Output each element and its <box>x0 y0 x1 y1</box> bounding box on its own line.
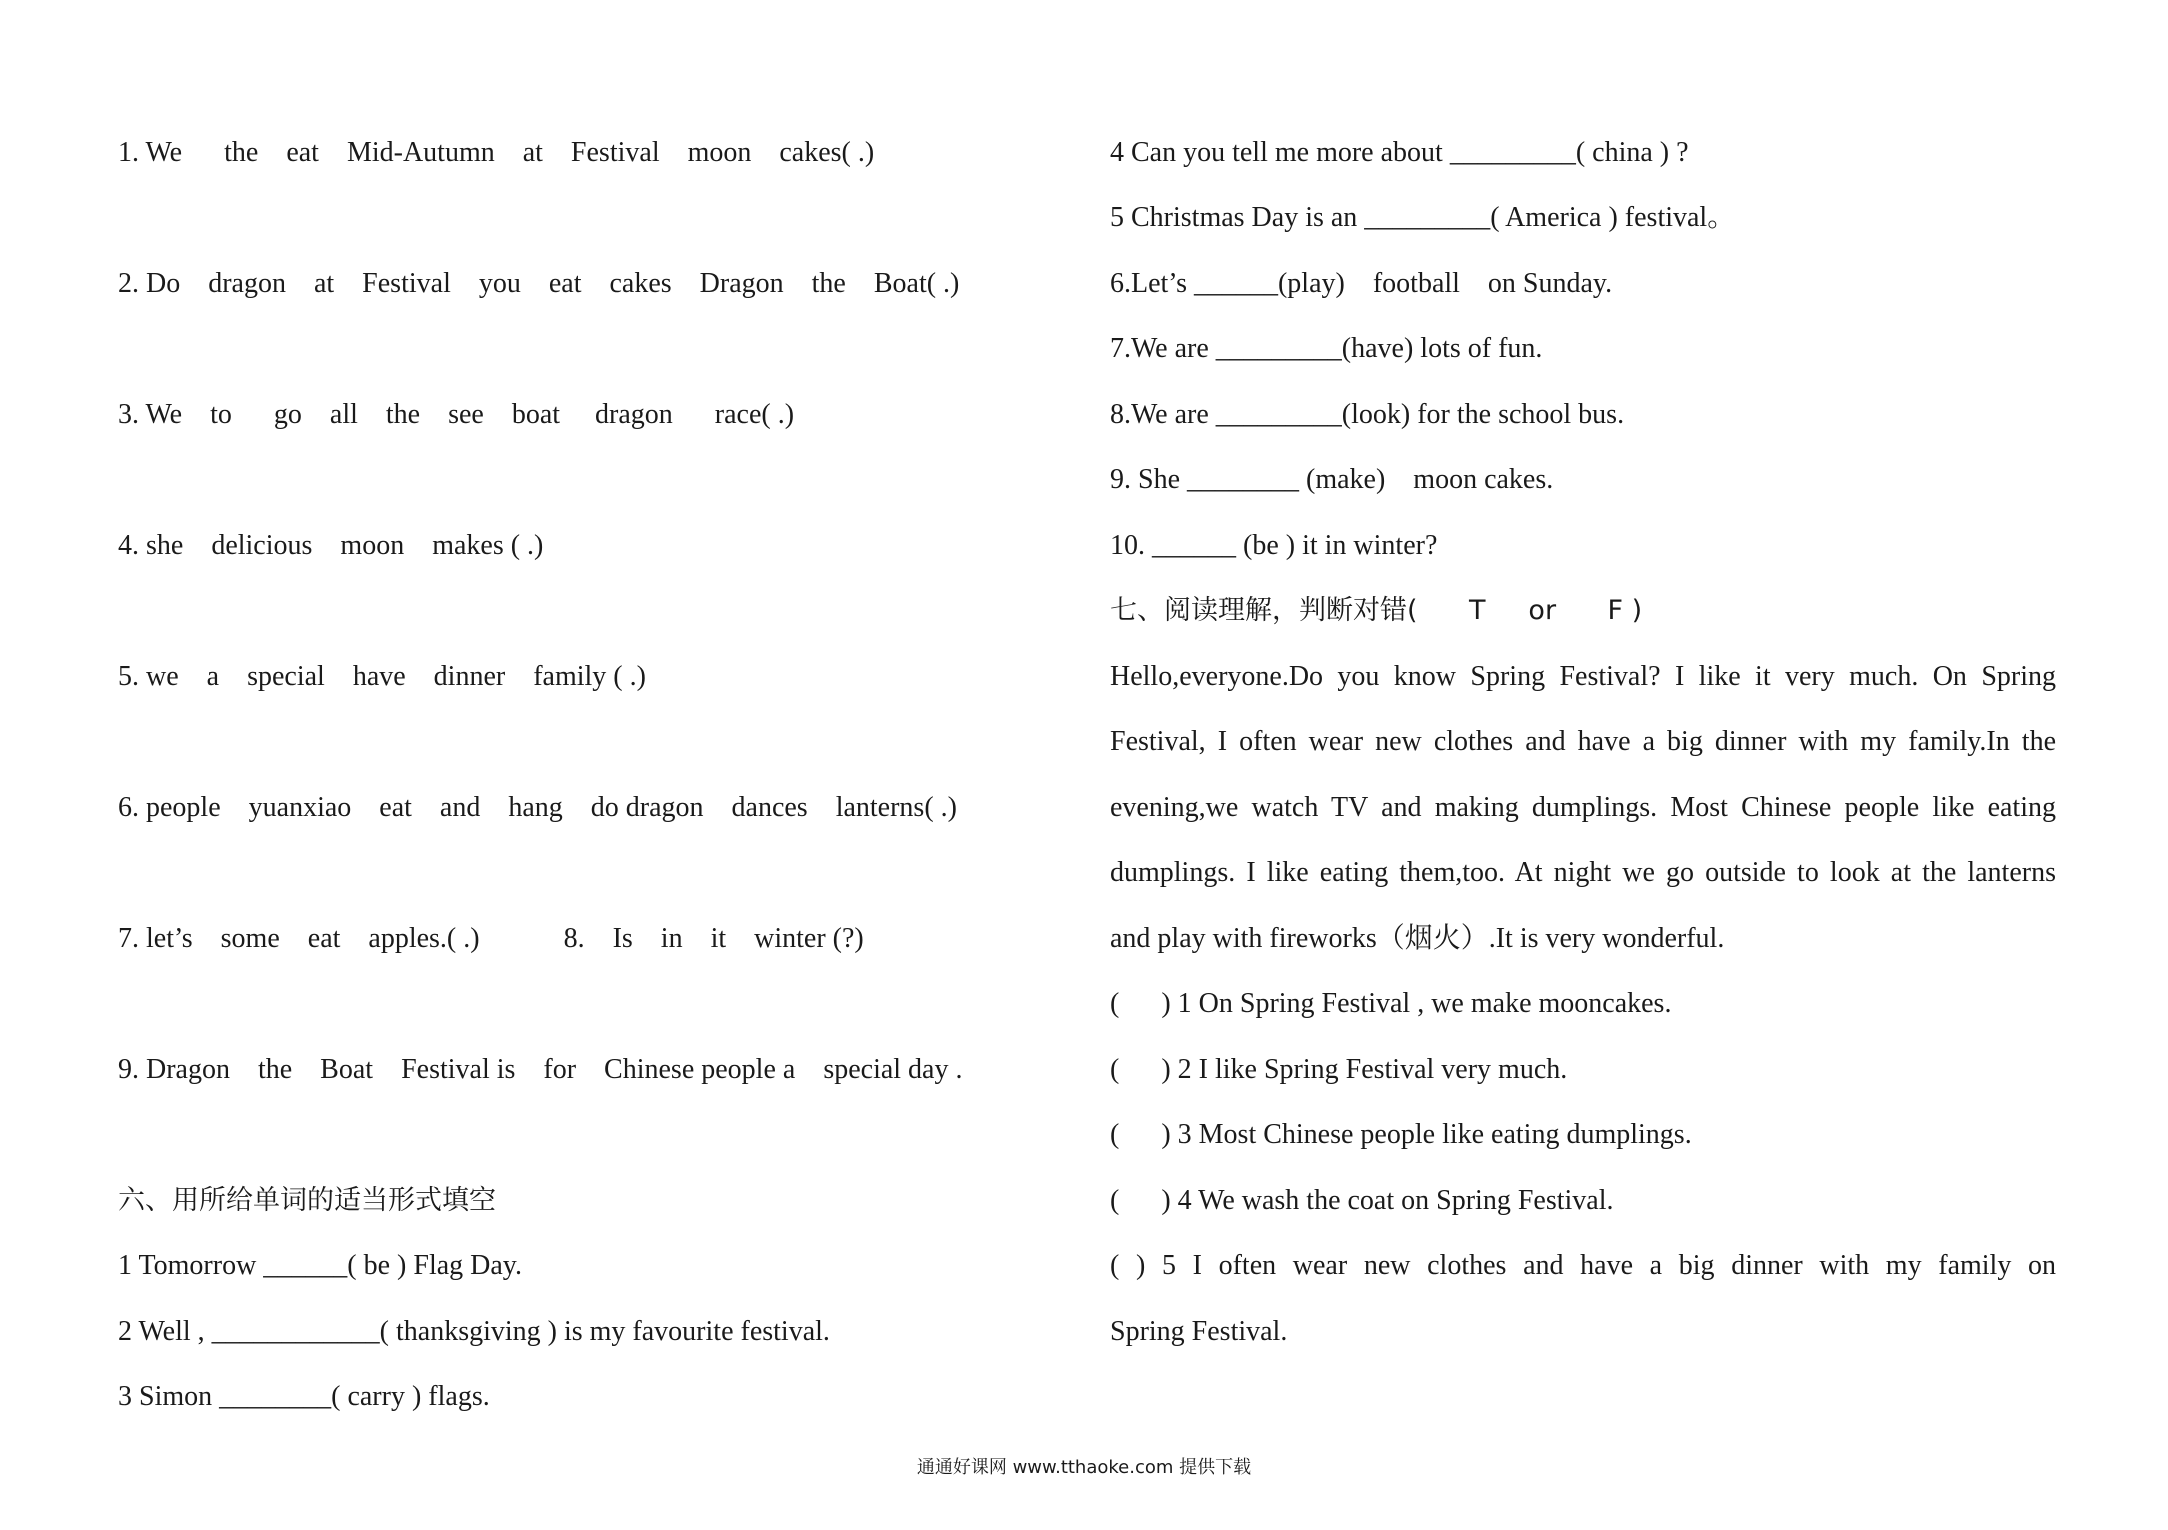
reorder-item-6: 6. people yuanxiao eat and hang do dragon dances lanterns( .) <box>118 792 957 823</box>
reorder-item-2: 2. Do dragon at Festival you eat cakes Dragon the Boat( .) <box>118 268 960 299</box>
section-six-title: 六、用所给单词的适当形式填空 <box>118 1185 496 1216</box>
tf-item-4: ( ) 4 We wash the coat on Spring Festival. <box>1110 1185 1614 1216</box>
reorder-item-7-8: 7. let’s some eat apples.( .) 8. Is in it winter (?) <box>118 923 864 954</box>
tf-item-2: ( ) 2 I like Spring Festival very much. <box>1110 1054 1568 1085</box>
section-seven-title: 七、阅读理解，判断对错( T or F ) <box>1110 595 1643 626</box>
fill-item-8: 8.We are _________(look) for the school bus. <box>1110 399 1625 430</box>
reorder-item-3: 3. We to go all the see boat dragon race( .) <box>118 399 795 430</box>
fill-item-10: 10. ______ (be ) it in winter? <box>1110 530 1438 561</box>
tf-item-5-line-2: Spring Festival. <box>1110 1316 1288 1347</box>
reorder-item-5: 5. we a special have dinner family ( .) <box>118 661 646 692</box>
passage-line-4: dumplings. I like eating them,too. At night we go outside to look at the lanterns <box>1110 857 2056 888</box>
fill-item-5: 5 Christmas Day is an _________( America ) festival。 <box>1110 202 1736 233</box>
fill-item-3: 3 Simon ________( carry ) flags. <box>118 1381 490 1412</box>
passage-line-3: evening,we watch TV and making dumplings. Most Chinese people like eating <box>1110 792 2056 823</box>
passage-line-2: Festival, I often wear new clothes and have a big dinner with my family.In the <box>1110 726 2056 757</box>
reorder-item-4: 4. she delicious moon makes ( .) <box>118 530 544 561</box>
fill-item-7: 7.We are _________(have) lots of fun. <box>1110 333 1543 364</box>
fill-item-2: 2 Well , ____________( thanksgiving ) is my favourite festival. <box>118 1316 830 1347</box>
tf-item-5-line-1: ( ) 5 I often wear new clothes and have a big dinner with my family on <box>1110 1250 2056 1281</box>
tf-item-1: ( ) 1 On Spring Festival , we make mooncakes. <box>1110 988 1672 1019</box>
reorder-item-9: 9. Dragon the Boat Festival is for Chinese people a special day . <box>118 1054 963 1085</box>
reorder-item-1: 1. We the eat Mid-Autumn at Festival moon cakes( .) <box>118 137 875 168</box>
tf-item-3: ( ) 3 Most Chinese people like eating dumplings. <box>1110 1119 1692 1150</box>
passage-line-5: and play with fireworks（烟火）.It is very wonderful. <box>1110 923 1725 954</box>
fill-item-4: 4 Can you tell me more about _________( china ) ? <box>1110 137 1689 168</box>
passage-line-1: Hello,everyone.Do you know Spring Festival? I like it very much. On Spring <box>1110 661 2056 692</box>
fill-item-9: 9. She ________ (make) moon cakes. <box>1110 464 1554 495</box>
footer-source: 通通好课网 www.tthaoke.com 提供下载 <box>916 1457 1252 1478</box>
fill-item-6: 6.Let’s ______(play) football on Sunday. <box>1110 268 1613 299</box>
fill-item-1: 1 Tomorrow ______( be ) Flag Day. <box>118 1250 522 1281</box>
